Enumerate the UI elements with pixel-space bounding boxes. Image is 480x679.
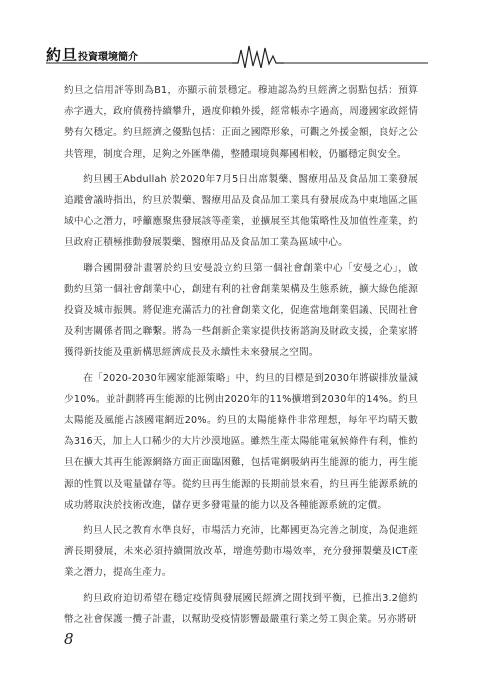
header-title bbox=[46, 44, 138, 65]
header-title-sub: 投資環境簡介 bbox=[78, 52, 139, 63]
paragraph: 約旦人民之教育水準良好，市場活力充沛，比鄰國更為完善之制度，為促進經濟長期發展，未來必須持續開放改革，增進勞動市場效率，充分發揮製藥及ICT產業之潛力，提高生產力。 bbox=[64, 525, 418, 579]
body-text bbox=[64, 80, 418, 634]
paragraph: 約旦國王Abdullah 於2020年7月5日出席製藥、醫療用品及食品加工業發展追蹤會議時指出，約旦於製藥、醫療用品及食品加工業具有發展成為中東地區之區域中心之潛力，呼籲應聚焦發展該等產業，並擴展至其他策略性及加值性產業，約旦政府正積極推動發展製藥、醫療用品及食品加工業為區域中心。 bbox=[64, 173, 418, 249]
page-number: 8 bbox=[64, 630, 74, 648]
header-title-main: 約旦 bbox=[46, 46, 79, 64]
paragraph: 聯合國開發計畫署於約旦安曼設立約旦第一個社會創業中心「安曼之心」，啟動約旦第一個社會創業中心，創建有利的社會創業架構及生態系統，擴大綠色能源投資及城市振興。將促進充滿活力的社會創業文化，促進當地創業倡議、民間社會及利害關係者間之聯繫。將為一些創新企業家提供技術諮詢及財政支援，企業家將獲得新技能及重新構思經濟成長及永續性未來發展之空間。 bbox=[64, 262, 418, 359]
paragraph: 約旦之信用評等則為B1，亦顯示前景穩定。穆迪認為約旦經濟之弱點包括：預算赤字過大，政府債務持續攀升，過度仰賴外援，經常帳赤字過高，周邊國家政經情勢有欠穩定。約旦經濟之優點包括：正面之國際形象，可觀之外援金額，良好之公共管理，制度合理，足夠之外匯準備，整體環境與鄰國相較，仍屬穩定與安全。 bbox=[64, 85, 418, 160]
page-header bbox=[0, 38, 480, 68]
paragraph: 約旦政府迫切希望在穩定疫情與發展國民經濟之間找到平衡，已推出3.2億約幣之社會保護一攬子計畫，以幫助受疫情影響最嚴重行業之勞工與企業。另亦將研 bbox=[64, 592, 418, 625]
paragraph: 在「2020-2030年國家能源策略」中，約旦的目標是到2030年將碳排放量減少10%。並計劃將再生能源的比例由2020年的11%擴增到2030年的14%。約旦太陽能及風能占該國電網近20%。約旦的太陽能條件非常理想，每年平均晴天數為316天，加上人口稀少的大片沙漠地區。雖然生產太陽能電氣候條件有利，惟約旦在擴大其再生能源網絡方面正面臨困難，包括電網吸納再生能源的能力，再生能源的性質以及電量儲存等。從約旦再生能源的長期前景來看，約旦再生能源系統的成功將取決於技術改進，儲存更多發電量的能力以及各種能源系統的定價。 bbox=[64, 372, 418, 511]
